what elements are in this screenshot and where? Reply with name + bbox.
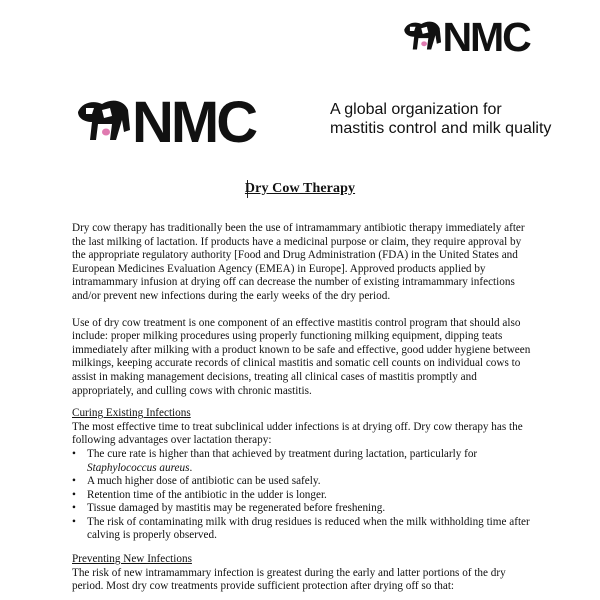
section-heading-curing: Curing Existing Infections bbox=[72, 407, 191, 420]
list-item: • Retention time of the antibiotic in the udder is longer. bbox=[87, 489, 532, 503]
species-name: Staphylococcus aureus bbox=[87, 461, 190, 474]
section-intro-preventing: The risk of new intramammary infection is greatest during the early and latter portions of the dry period. Most dry cow treatments provide sufficient protection after drying off so that: bbox=[72, 566, 506, 593]
svg-text:NMC: NMC bbox=[132, 90, 256, 152]
nmc-logo bbox=[72, 90, 312, 152]
list-item: • The risk of contaminating milk with drug residues is reduced when the milk withholding time after calving is properly observed. bbox=[87, 516, 532, 543]
svg-text:NMC: NMC bbox=[442, 13, 530, 60]
document-body bbox=[72, 222, 532, 594]
list-item: • Tissue damaged by mastitis may be regenerated before freshening. bbox=[87, 502, 532, 516]
bullet-text: The cure rate is higher than that achieved by treatment during lactation, particularly for bbox=[87, 447, 478, 460]
section-heading-preventing: Preventing New Infections bbox=[72, 553, 192, 566]
intro-paragraph: Dry cow therapy has traditionally been the use of intramammary antibiotic therapy immediately after the last milking of lactation. If products have a medicinal purpose or claim, they require approval by the appropriate regulatory authority [Food and Drug Administration (FDA) in the United States and European Medicines Evaluation Agency (EMEA) in Europe]. Approved products applied by intramammary infusion at drying off can decrease the number of existing intramammary infections and/or prevent new infections during the early weeks of the dry period. bbox=[72, 222, 525, 302]
cow-silhouette-icon bbox=[400, 10, 570, 62]
section-curing-infections bbox=[72, 407, 532, 543]
bullet-period: . bbox=[189, 461, 193, 474]
tagline-line-1: A global organization for bbox=[330, 101, 502, 118]
cow-logo-icon bbox=[72, 90, 312, 152]
section-intro-curing: The most effective time to treat subclinical udder infections is at drying off. Dry cow therapy has the following advantages over lactation therapy: bbox=[72, 420, 523, 447]
program-paragraph: Use of dry cow treatment is one component of an effective mastitis control program that should also include: proper milking procedures using properly functioning milking equipment, dipping teats immediately after milking with a product known to be safe and effective, good udder hygiene between milkings, keeping accurate records of clinical mastitis and somatic cell counts on individual cows to assist in making management decisions, treating all clinical cases of mastitis promptly and appropriately, and culling cows with chronic mastitis. bbox=[72, 316, 531, 397]
list-item bbox=[87, 448, 532, 475]
tagline-line-2: mastitis control and milk quality bbox=[330, 120, 552, 137]
advantages-list bbox=[72, 448, 532, 543]
list-item: • A much higher dose of antibiotic can be used safely. bbox=[87, 475, 532, 489]
section-preventing-infections bbox=[72, 553, 532, 594]
organization-tagline bbox=[330, 100, 551, 138]
document-title: Dry Cow Therapy bbox=[244, 181, 356, 196]
nmc-logo-small bbox=[400, 10, 570, 62]
